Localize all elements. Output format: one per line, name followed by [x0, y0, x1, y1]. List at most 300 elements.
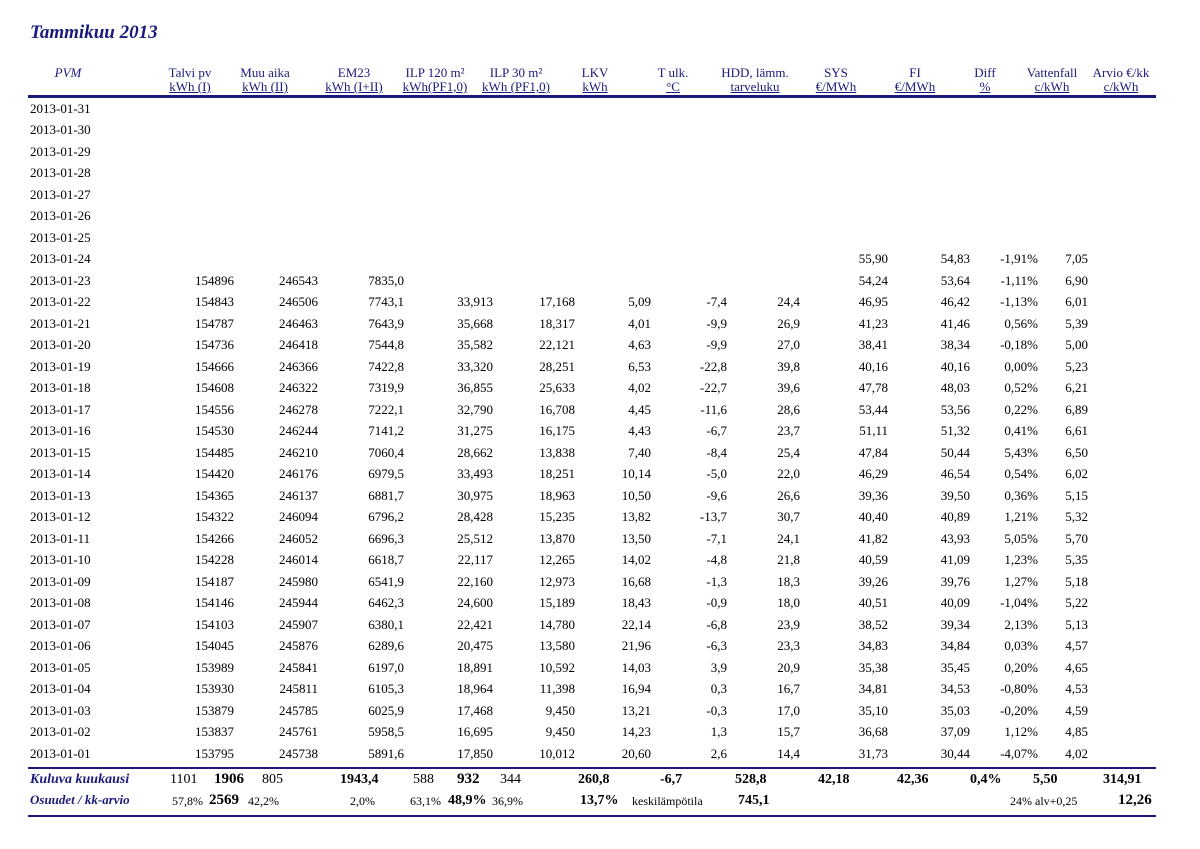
- row-cell: [575, 206, 651, 228]
- table-row: [28, 550, 1156, 572]
- row-cell: 4,02: [628, 380, 651, 396]
- row-cell: [404, 163, 493, 185]
- row-cell: [575, 249, 651, 271]
- header-ilp120: [393, 66, 477, 96]
- row-cell: 154843: [195, 294, 234, 310]
- row-cell: 5958,5: [368, 724, 404, 740]
- row-cell: 18,891: [457, 659, 493, 675]
- row-cell: [651, 120, 727, 142]
- row-cell: 39,6: [777, 380, 800, 396]
- row-cell: 12,265: [539, 552, 575, 568]
- row-cell: [318, 141, 404, 163]
- row-date: 2013-01-19: [30, 358, 91, 374]
- row-cell: [800, 120, 888, 142]
- row-cell: 53,56: [940, 401, 970, 417]
- row-cell: [1088, 184, 1156, 206]
- row-cell: 28,6: [777, 401, 800, 417]
- row-cell: 153795: [195, 745, 234, 761]
- row-cell: 38,34: [940, 337, 970, 353]
- row-cell: 154266: [195, 530, 234, 546]
- row-cell: [1088, 335, 1156, 357]
- row-cell: [1088, 507, 1156, 529]
- row-cell: 5,43%: [1004, 444, 1038, 460]
- header-fi-l2: €/MWh: [894, 79, 936, 94]
- shares-ilp120-pct: 63,1%: [410, 794, 441, 808]
- row-cell: 22,160: [457, 573, 493, 589]
- table-row: [28, 442, 1156, 464]
- summary-t-ulk: -6,7: [660, 772, 683, 787]
- row-date: 2013-01-17: [30, 401, 91, 417]
- row-cell: 40,89: [940, 509, 970, 525]
- row-cell: 22,0: [777, 466, 800, 482]
- row-cell: 0,41%: [1004, 423, 1038, 439]
- row-cell: 41,23: [858, 315, 888, 331]
- row-cell: [651, 270, 727, 292]
- row-cell: [800, 98, 888, 120]
- row-cell: 1,3: [710, 724, 727, 740]
- row-cell: 26,6: [777, 487, 800, 503]
- row-cell: 18,963: [539, 487, 575, 503]
- row-cell: [888, 206, 970, 228]
- row-cell: 246463: [279, 315, 318, 331]
- row-cell: 35,45: [940, 659, 970, 675]
- summary-ilp30: 344: [500, 772, 521, 787]
- row-cell: 4,59: [1065, 702, 1088, 718]
- row-cell: 6696,3: [368, 530, 404, 546]
- row-cell: -22,8: [699, 358, 727, 374]
- table-row: [28, 700, 1156, 722]
- row-cell: [1088, 249, 1156, 271]
- row-cell: 34,53: [940, 681, 970, 697]
- summary-ilp120: 588: [413, 772, 434, 787]
- row-cell: 9,450: [545, 724, 575, 740]
- row-cell: [727, 206, 800, 228]
- header-sys-l1: SYS: [824, 65, 848, 80]
- summary-diff: 0,4%: [970, 772, 1002, 787]
- row-cell: 4,02: [1065, 745, 1088, 761]
- header-vattenfall-l2: c/kWh: [1034, 79, 1070, 94]
- row-cell: 4,01: [628, 315, 651, 331]
- row-cell: -22,7: [699, 380, 727, 396]
- row-cell: 6025,9: [368, 702, 404, 718]
- row-cell: -7,4: [706, 294, 727, 310]
- row-cell: 7141,2: [368, 423, 404, 439]
- row-cell: 41,82: [858, 530, 888, 546]
- row-cell: [140, 184, 234, 206]
- table-row: [28, 98, 1156, 120]
- row-cell: [575, 141, 651, 163]
- row-cell: 1,21%: [1004, 509, 1038, 525]
- row-cell: 55,90: [858, 251, 888, 267]
- row-cell: 27,0: [777, 337, 800, 353]
- table-row: [28, 356, 1156, 378]
- header-lkv-l1: LKV: [581, 65, 609, 80]
- row-cell: [727, 141, 800, 163]
- header-talvi: [150, 66, 230, 96]
- row-cell: [1088, 442, 1156, 464]
- row-cell: 1,27%: [1004, 573, 1038, 589]
- row-cell: [234, 206, 318, 228]
- row-cell: 245811: [279, 681, 318, 697]
- row-cell: [651, 184, 727, 206]
- row-cell: 0,3: [710, 681, 727, 697]
- row-cell: 5,05%: [1004, 530, 1038, 546]
- row-cell: [1088, 270, 1156, 292]
- row-cell: 30,7: [777, 509, 800, 525]
- row-cell: [404, 206, 493, 228]
- row-cell: 40,40: [858, 509, 888, 525]
- row-cell: [970, 206, 1038, 228]
- row-date: 2013-01-15: [30, 444, 91, 460]
- row-cell: 18,0: [777, 595, 800, 611]
- row-cell: 20,9: [777, 659, 800, 675]
- row-cell: 15,189: [539, 595, 575, 611]
- table-row: [28, 249, 1156, 271]
- row-cell: 22,121: [539, 337, 575, 353]
- row-cell: 154608: [195, 380, 234, 396]
- row-cell: -1,04%: [1000, 595, 1038, 611]
- row-cell: 13,21: [621, 702, 651, 718]
- row-cell: 153989: [195, 659, 234, 675]
- row-date: 2013-01-05: [30, 659, 91, 675]
- row-cell: 18,43: [621, 595, 651, 611]
- row-cell: 245841: [279, 659, 318, 675]
- row-cell: [493, 141, 575, 163]
- table-row: [28, 335, 1156, 357]
- table-row: [28, 722, 1156, 744]
- table-row: [28, 636, 1156, 658]
- row-cell: [888, 227, 970, 249]
- row-cell: -0,20%: [1000, 702, 1038, 718]
- row-cell: [404, 98, 493, 120]
- row-cell: 154556: [195, 401, 234, 417]
- row-cell: 28,662: [457, 444, 493, 460]
- row-cell: 34,83: [858, 638, 888, 654]
- table-row: [28, 120, 1156, 142]
- row-cell: -6,7: [706, 423, 727, 439]
- row-date: 2013-01-12: [30, 509, 91, 525]
- row-cell: 6,53: [628, 358, 651, 374]
- row-cell: 53,64: [940, 272, 970, 288]
- header-em23-l2: kWh (I+II): [325, 79, 383, 94]
- row-cell: [1088, 614, 1156, 636]
- header-em23-l1: EM23: [337, 65, 371, 80]
- row-cell: 23,7: [777, 423, 800, 439]
- header-diff-l1: Diff: [974, 65, 996, 80]
- row-cell: 35,10: [858, 702, 888, 718]
- row-cell: 34,84: [940, 638, 970, 654]
- table-row: [28, 141, 1156, 163]
- row-cell: 26,9: [777, 315, 800, 331]
- row-cell: 11,398: [539, 681, 575, 697]
- row-date: 2013-01-03: [30, 702, 91, 718]
- row-cell: 24,600: [457, 595, 493, 611]
- row-cell: [1088, 485, 1156, 507]
- row-cell: [1088, 378, 1156, 400]
- row-cell: 39,50: [940, 487, 970, 503]
- row-cell: 10,50: [621, 487, 651, 503]
- row-cell: [1038, 163, 1088, 185]
- header-talvi-l1: Talvi pv: [168, 65, 212, 80]
- row-cell: 17,850: [457, 745, 493, 761]
- row-cell: 41,46: [940, 315, 970, 331]
- row-date: 2013-01-26: [30, 208, 91, 224]
- header-t-ulk-l1: T ulk.: [657, 65, 689, 80]
- row-cell: [234, 184, 318, 206]
- shares-t-note: keskilämpötila: [632, 794, 703, 808]
- row-cell: 33,493: [457, 466, 493, 482]
- row-cell: 39,76: [940, 573, 970, 589]
- table-row: [28, 528, 1156, 550]
- row-cell: 17,0: [777, 702, 800, 718]
- shares-muu-pct: 42,2%: [248, 794, 279, 808]
- table-row: [28, 399, 1156, 421]
- row-cell: 6289,6: [368, 638, 404, 654]
- row-cell: 5,15: [1065, 487, 1088, 503]
- row-cell: [1088, 722, 1156, 744]
- summary-arvio: 314,91: [1103, 772, 1142, 787]
- row-cell: 5,13: [1065, 616, 1088, 632]
- row-cell: 0,36%: [1004, 487, 1038, 503]
- row-cell: 30,44: [940, 745, 970, 761]
- row-cell: [318, 98, 404, 120]
- shares-talvi-pct: 57,8%: [172, 794, 203, 808]
- row-cell: 23,3: [777, 638, 800, 654]
- row-cell: -9,9: [706, 337, 727, 353]
- row-cell: -1,13%: [1000, 294, 1038, 310]
- row-cell: 154365: [195, 487, 234, 503]
- row-cell: -4,8: [706, 552, 727, 568]
- row-cell: 35,582: [457, 337, 493, 353]
- row-cell: 36,855: [457, 380, 493, 396]
- row-cell: 246210: [279, 444, 318, 460]
- row-cell: [1088, 571, 1156, 593]
- shares-estimate: 2569: [209, 792, 239, 808]
- row-cell: 153837: [195, 724, 234, 740]
- summary-em23: 1943,4: [340, 772, 379, 787]
- header-talvi-l2: kWh (I): [169, 79, 211, 94]
- summary-fi: 42,36: [897, 772, 929, 787]
- row-cell: [970, 98, 1038, 120]
- row-cell: [140, 227, 234, 249]
- table-row: [28, 657, 1156, 679]
- row-cell: 4,43: [628, 423, 651, 439]
- row-date: 2013-01-25: [30, 229, 91, 245]
- row-cell: 39,26: [858, 573, 888, 589]
- row-cell: [1038, 184, 1088, 206]
- row-cell: 48,03: [940, 380, 970, 396]
- row-cell: [493, 206, 575, 228]
- row-cell: 0,52%: [1004, 380, 1038, 396]
- summary-label: Kuluva kuukausi: [30, 772, 130, 787]
- row-cell: [575, 270, 651, 292]
- row-cell: 3,9: [710, 659, 727, 675]
- row-cell: 1,12%: [1004, 724, 1038, 740]
- row-cell: -0,9: [706, 595, 727, 611]
- row-cell: [575, 227, 651, 249]
- row-cell: [1088, 163, 1156, 185]
- row-cell: 54,83: [940, 251, 970, 267]
- row-cell: 6462,3: [368, 595, 404, 611]
- row-cell: 20,60: [621, 745, 651, 761]
- row-cell: 28,251: [539, 358, 575, 374]
- row-cell: 0,03%: [1004, 638, 1038, 654]
- row-date: 2013-01-07: [30, 616, 91, 632]
- row-cell: 6881,7: [368, 487, 404, 503]
- row-cell: 13,580: [539, 638, 575, 654]
- row-cell: -8,4: [706, 444, 727, 460]
- row-cell: [1088, 679, 1156, 701]
- row-cell: 154896: [195, 272, 234, 288]
- row-cell: [1088, 98, 1156, 120]
- row-cell: 35,38: [858, 659, 888, 675]
- row-cell: 246244: [279, 423, 318, 439]
- row-cell: 154103: [195, 616, 234, 632]
- row-cell: 246322: [279, 380, 318, 396]
- row-cell: 54,24: [858, 272, 888, 288]
- row-cell: [651, 206, 727, 228]
- header-ilp120-l1: ILP 120 m²: [405, 65, 465, 80]
- row-cell: -0,80%: [1000, 681, 1038, 697]
- row-cell: [727, 120, 800, 142]
- header-ilp30-l2: kWh (PF1,0): [482, 79, 550, 94]
- row-cell: 30,975: [457, 487, 493, 503]
- row-cell: [888, 184, 970, 206]
- header-sys-l2: €/MWh: [815, 79, 857, 94]
- row-cell: 38,52: [858, 616, 888, 632]
- row-cell: 246278: [279, 401, 318, 417]
- row-cell: 22,117: [457, 552, 493, 568]
- row-cell: 5,70: [1065, 530, 1088, 546]
- row-cell: [575, 184, 651, 206]
- row-date: 2013-01-23: [30, 272, 91, 288]
- row-date: 2013-01-08: [30, 595, 91, 611]
- row-cell: 17,468: [457, 702, 493, 718]
- row-cell: [234, 120, 318, 142]
- header-ilp30-l1: ILP 30 m²: [489, 65, 543, 80]
- row-cell: 16,7: [777, 681, 800, 697]
- row-cell: [800, 206, 888, 228]
- row-cell: [727, 184, 800, 206]
- row-cell: 51,11: [859, 423, 888, 439]
- table-row: [28, 421, 1156, 443]
- row-cell: -9,6: [706, 487, 727, 503]
- header-fi-l1: FI: [909, 65, 921, 80]
- row-cell: 5,23: [1065, 358, 1088, 374]
- row-cell: 46,95: [858, 294, 888, 310]
- row-cell: [1088, 550, 1156, 572]
- shares-label: Osuudet / kk-arvio: [30, 792, 130, 807]
- summary-vattenfall: 5,50: [1033, 772, 1058, 787]
- row-cell: [800, 227, 888, 249]
- row-cell: [888, 163, 970, 185]
- row-cell: -6,8: [706, 616, 727, 632]
- row-cell: [651, 141, 727, 163]
- row-date: 2013-01-30: [30, 122, 91, 138]
- row-cell: 246543: [279, 272, 318, 288]
- row-cell: 18,3: [777, 573, 800, 589]
- row-cell: 46,29: [858, 466, 888, 482]
- row-cell: -1,3: [706, 573, 727, 589]
- row-date: 2013-01-10: [30, 552, 91, 568]
- row-cell: 153930: [195, 681, 234, 697]
- row-cell: 14,780: [539, 616, 575, 632]
- table-row: [28, 679, 1156, 701]
- row-cell: [1038, 141, 1088, 163]
- row-cell: 40,51: [858, 595, 888, 611]
- row-cell: 5,00: [1065, 337, 1088, 353]
- row-cell: 53,44: [858, 401, 888, 417]
- row-cell: 7835,0: [368, 272, 404, 288]
- row-cell: 16,175: [539, 423, 575, 439]
- row-cell: [1088, 528, 1156, 550]
- row-cell: [1088, 421, 1156, 443]
- row-cell: [888, 120, 970, 142]
- row-cell: [493, 184, 575, 206]
- row-cell: -6,3: [706, 638, 727, 654]
- table-row: [28, 270, 1156, 292]
- table-row: [28, 464, 1156, 486]
- row-cell: 1,23%: [1004, 552, 1038, 568]
- row-cell: [234, 98, 318, 120]
- row-cell: [234, 141, 318, 163]
- row-cell: 47,84: [858, 444, 888, 460]
- row-cell: [1038, 227, 1088, 249]
- row-cell: 12,973: [539, 573, 575, 589]
- header-hdd-l2: tarveluku: [730, 79, 780, 94]
- row-date: 2013-01-13: [30, 487, 91, 503]
- table-row: [28, 743, 1156, 765]
- shares-alv-note: 24% alv+0,25: [1010, 794, 1078, 808]
- row-cell: 154485: [195, 444, 234, 460]
- header-arvio: [1084, 66, 1158, 96]
- row-cell: [404, 141, 493, 163]
- row-cell: [1088, 292, 1156, 314]
- row-cell: 21,8: [777, 552, 800, 568]
- row-cell: 245907: [279, 616, 318, 632]
- row-cell: [140, 206, 234, 228]
- row-cell: 246094: [279, 509, 318, 525]
- row-cell: 0,54%: [1004, 466, 1038, 482]
- row-cell: [140, 163, 234, 185]
- row-cell: 7060,4: [368, 444, 404, 460]
- row-cell: [575, 120, 651, 142]
- row-cell: [651, 98, 727, 120]
- header-arvio-l1: Arvio €/kk: [1092, 65, 1150, 80]
- row-cell: 33,913: [457, 294, 493, 310]
- row-cell: [493, 120, 575, 142]
- row-cell: 14,03: [621, 659, 651, 675]
- row-cell: 6,89: [1065, 401, 1088, 417]
- row-cell: [234, 249, 318, 271]
- header-lkv-l2: kWh: [582, 79, 608, 94]
- header-muu: [225, 66, 305, 96]
- table-row: [28, 593, 1156, 615]
- row-cell: 6,02: [1065, 466, 1088, 482]
- row-cell: 6618,7: [368, 552, 404, 568]
- row-date: 2013-01-21: [30, 315, 91, 331]
- row-cell: 24,4: [777, 294, 800, 310]
- row-cell: 4,63: [628, 337, 651, 353]
- row-cell: [970, 227, 1038, 249]
- row-cell: 9,450: [545, 702, 575, 718]
- row-cell: 31,275: [457, 423, 493, 439]
- row-cell: [140, 98, 234, 120]
- header-t-ulk-l2: °C: [666, 79, 680, 94]
- row-cell: 154787: [195, 315, 234, 331]
- row-cell: 6979,5: [368, 466, 404, 482]
- row-date: 2013-01-16: [30, 423, 91, 439]
